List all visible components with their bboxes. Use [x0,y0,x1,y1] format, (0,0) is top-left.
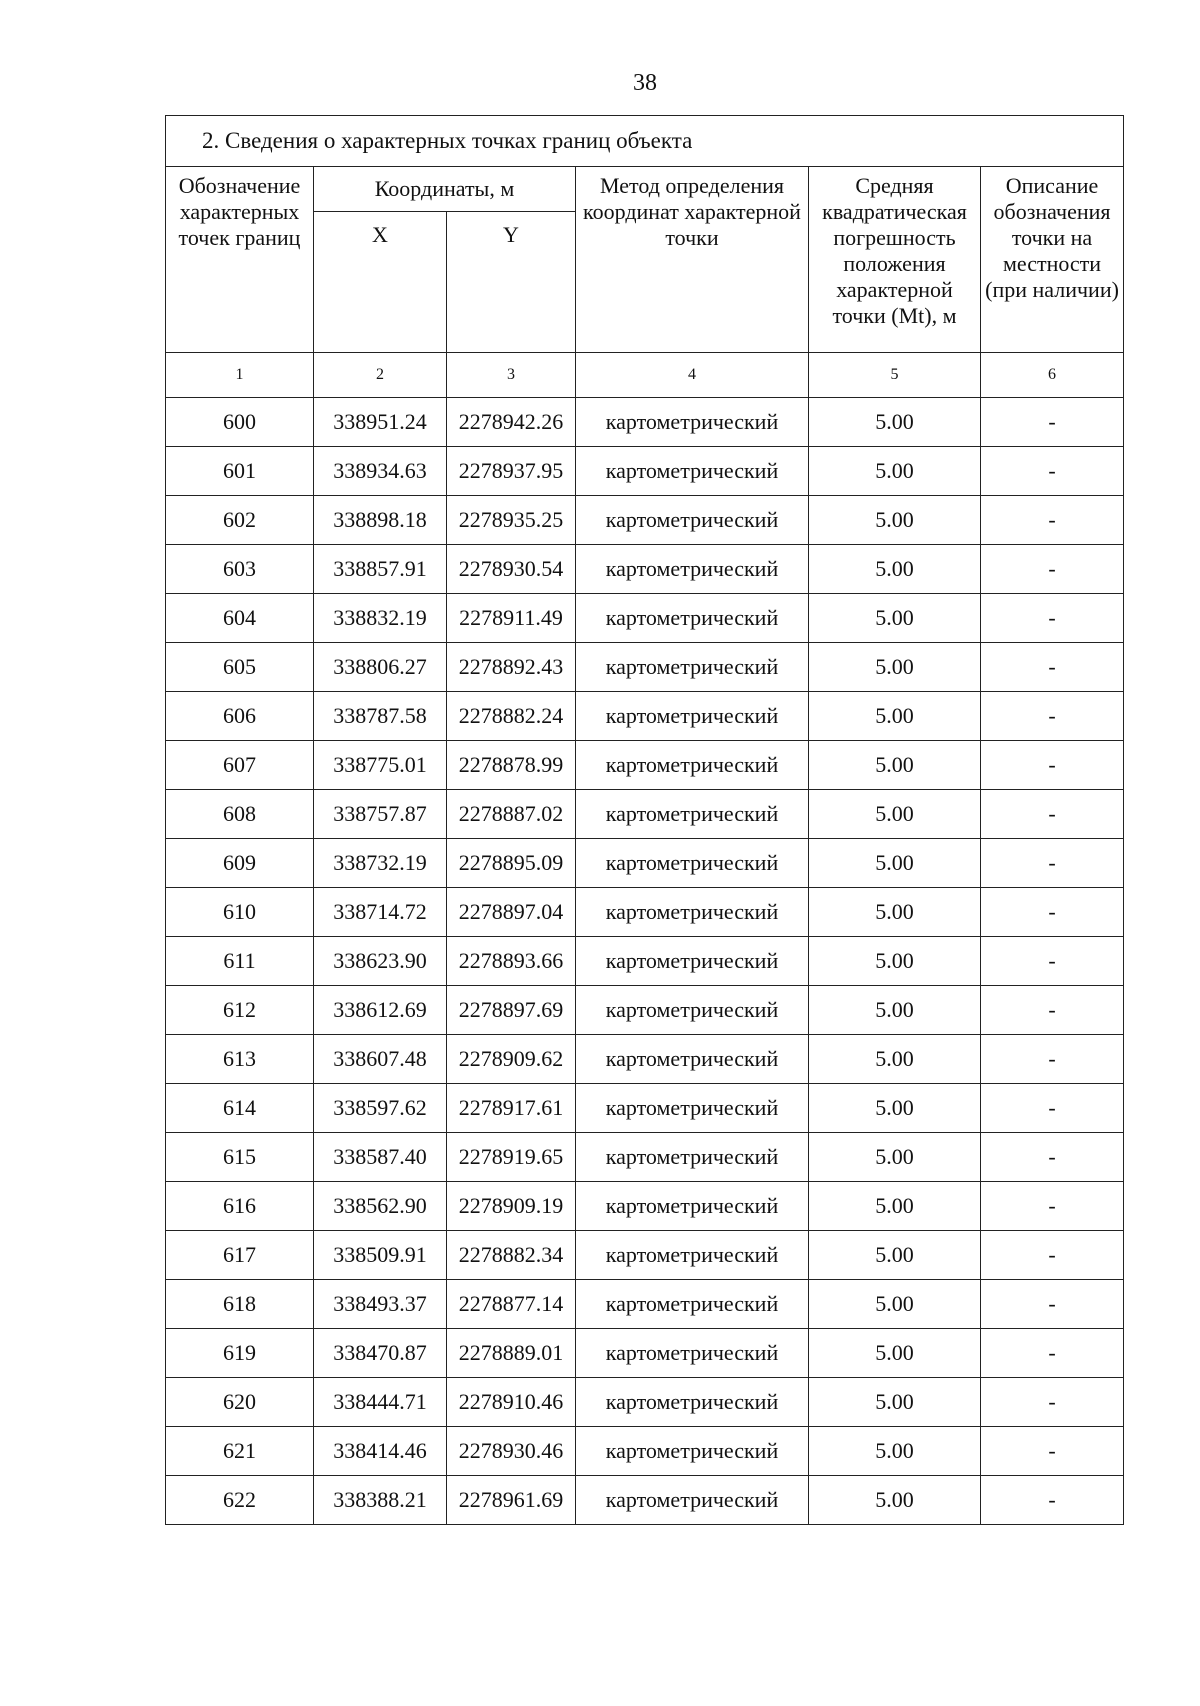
error-cell: 5.00 [809,1427,981,1476]
description-cell: - [981,790,1124,839]
column-number: 5 [809,353,981,398]
error-cell: 5.00 [809,496,981,545]
method-cell: картометрический [576,1231,809,1280]
y-coordinate-cell: 2278935.25 [447,496,576,545]
method-cell: картометрический [576,447,809,496]
table-row [166,1231,1124,1280]
x-coordinate-cell: 338732.19 [314,839,447,888]
error-cell: 5.00 [809,545,981,594]
table-row [166,888,1124,937]
table-row [166,1427,1124,1476]
header-description: Описание обозначения точки на местности (при наличии) [981,167,1124,353]
point-id-cell: 606 [166,692,314,741]
error-cell: 5.00 [809,741,981,790]
point-id-cell: 602 [166,496,314,545]
y-coordinate-cell: 2278893.66 [447,937,576,986]
y-coordinate-cell: 2278909.62 [447,1035,576,1084]
method-cell: картометрический [576,1476,809,1525]
table-row [166,545,1124,594]
error-cell: 5.00 [809,1378,981,1427]
table-row [166,1182,1124,1231]
method-cell: картометрический [576,888,809,937]
x-coordinate-cell: 338787.58 [314,692,447,741]
x-coordinate-cell: 338562.90 [314,1182,447,1231]
point-id-cell: 618 [166,1280,314,1329]
y-coordinate-cell: 2278887.02 [447,790,576,839]
x-coordinate-cell: 338934.63 [314,447,447,496]
table-row [166,1084,1124,1133]
method-cell: картометрический [576,594,809,643]
description-cell: - [981,1231,1124,1280]
boundary-points-table [165,115,1124,1525]
error-cell: 5.00 [809,692,981,741]
method-cell: картометрический [576,937,809,986]
y-coordinate-cell: 2278942.26 [447,398,576,447]
method-cell: картометрический [576,545,809,594]
y-coordinate-cell: 2278917.61 [447,1084,576,1133]
column-number: 6 [981,353,1124,398]
method-cell: картометрический [576,496,809,545]
header-coordinates: Координаты, м [314,167,576,212]
method-cell: картометрический [576,1084,809,1133]
method-cell: картометрический [576,741,809,790]
description-cell: - [981,1133,1124,1182]
error-cell: 5.00 [809,447,981,496]
method-cell: картометрический [576,1035,809,1084]
y-coordinate-cell: 2278895.09 [447,839,576,888]
point-id-cell: 607 [166,741,314,790]
error-cell: 5.00 [809,1035,981,1084]
y-coordinate-cell: 2278930.54 [447,545,576,594]
point-id-cell: 609 [166,839,314,888]
description-cell: - [981,888,1124,937]
description-cell: - [981,1427,1124,1476]
y-coordinate-cell: 2278910.46 [447,1378,576,1427]
table-row [166,1378,1124,1427]
table-row [166,1133,1124,1182]
point-id-cell: 608 [166,790,314,839]
error-cell: 5.00 [809,1329,981,1378]
method-cell: картометрический [576,790,809,839]
point-id-cell: 612 [166,986,314,1035]
y-coordinate-cell: 2278877.14 [447,1280,576,1329]
point-id-cell: 616 [166,1182,314,1231]
column-number: 2 [314,353,447,398]
x-coordinate-cell: 338470.87 [314,1329,447,1378]
description-cell: - [981,398,1124,447]
description-cell: - [981,1084,1124,1133]
description-cell: - [981,1476,1124,1525]
table-row [166,986,1124,1035]
point-id-cell: 620 [166,1378,314,1427]
description-cell: - [981,1378,1124,1427]
y-coordinate-cell: 2278882.24 [447,692,576,741]
description-cell: - [981,692,1124,741]
table-row [166,594,1124,643]
table-row [166,1476,1124,1525]
table-row [166,1035,1124,1084]
method-cell: картометрический [576,1427,809,1476]
error-cell: 5.00 [809,1280,981,1329]
table-row [166,839,1124,888]
point-id-cell: 605 [166,643,314,692]
table-row [166,1280,1124,1329]
y-coordinate-cell: 2278892.43 [447,643,576,692]
description-cell: - [981,594,1124,643]
description-cell: - [981,545,1124,594]
x-coordinate-cell: 338444.71 [314,1378,447,1427]
point-id-cell: 619 [166,1329,314,1378]
error-cell: 5.00 [809,888,981,937]
table-caption: 2. Сведения о характерных точках границ объекта [166,116,1124,167]
description-cell: - [981,643,1124,692]
y-coordinate-cell: 2278961.69 [447,1476,576,1525]
error-cell: 5.00 [809,839,981,888]
table-row [166,496,1124,545]
x-coordinate-cell: 338388.21 [314,1476,447,1525]
description-cell: - [981,1035,1124,1084]
method-cell: картометрический [576,1280,809,1329]
point-id-cell: 603 [166,545,314,594]
table-row [166,790,1124,839]
error-cell: 5.00 [809,1133,981,1182]
table-body [166,398,1124,1525]
point-id-cell: 615 [166,1133,314,1182]
header-designation: Обозначение характерных точек границ [166,167,314,353]
x-coordinate-cell: 338832.19 [314,594,447,643]
y-coordinate-cell: 2278897.04 [447,888,576,937]
x-coordinate-cell: 338493.37 [314,1280,447,1329]
point-id-cell: 610 [166,888,314,937]
error-cell: 5.00 [809,643,981,692]
table-row [166,937,1124,986]
description-cell: - [981,1280,1124,1329]
x-coordinate-cell: 338414.46 [314,1427,447,1476]
point-id-cell: 600 [166,398,314,447]
x-coordinate-cell: 338509.91 [314,1231,447,1280]
y-coordinate-cell: 2278889.01 [447,1329,576,1378]
x-coordinate-cell: 338623.90 [314,937,447,986]
point-id-cell: 614 [166,1084,314,1133]
error-cell: 5.00 [809,1084,981,1133]
y-coordinate-cell: 2278937.95 [447,447,576,496]
method-cell: картометрический [576,1378,809,1427]
y-coordinate-cell: 2278919.65 [447,1133,576,1182]
x-coordinate-cell: 338898.18 [314,496,447,545]
point-id-cell: 613 [166,1035,314,1084]
method-cell: картометрический [576,1182,809,1231]
description-cell: - [981,986,1124,1035]
y-coordinate-cell: 2278882.34 [447,1231,576,1280]
description-cell: - [981,496,1124,545]
point-id-cell: 621 [166,1427,314,1476]
point-id-cell: 611 [166,937,314,986]
x-coordinate-cell: 338806.27 [314,643,447,692]
column-number: 1 [166,353,314,398]
table-row [166,1329,1124,1378]
x-coordinate-cell: 338951.24 [314,398,447,447]
description-cell: - [981,839,1124,888]
table-row [166,643,1124,692]
x-coordinate-cell: 338714.72 [314,888,447,937]
y-coordinate-cell: 2278897.69 [447,986,576,1035]
column-number: 4 [576,353,809,398]
header-error: Средняя квадратическая погрешность положения характерной точки (Mt), м [809,167,981,353]
y-coordinate-cell: 2278878.99 [447,741,576,790]
x-coordinate-cell: 338607.48 [314,1035,447,1084]
x-coordinate-cell: 338857.91 [314,545,447,594]
table-row [166,692,1124,741]
x-coordinate-cell: 338597.62 [314,1084,447,1133]
error-cell: 5.00 [809,594,981,643]
point-id-cell: 604 [166,594,314,643]
header-method: Метод определения координат характерной точки [576,167,809,353]
y-coordinate-cell: 2278930.46 [447,1427,576,1476]
method-cell: картометрический [576,692,809,741]
method-cell: картометрический [576,1329,809,1378]
x-coordinate-cell: 338612.69 [314,986,447,1035]
x-coordinate-cell: 338775.01 [314,741,447,790]
point-id-cell: 601 [166,447,314,496]
method-cell: картометрический [576,839,809,888]
table-row [166,741,1124,790]
description-cell: - [981,1329,1124,1378]
method-cell: картометрический [576,398,809,447]
method-cell: картометрический [576,1133,809,1182]
header-x: X [314,212,447,353]
error-cell: 5.00 [809,398,981,447]
error-cell: 5.00 [809,1182,981,1231]
column-numbers-row [166,353,1124,398]
description-cell: - [981,447,1124,496]
method-cell: картометрический [576,986,809,1035]
point-id-cell: 622 [166,1476,314,1525]
description-cell: - [981,741,1124,790]
y-coordinate-cell: 2278909.19 [447,1182,576,1231]
error-cell: 5.00 [809,937,981,986]
x-coordinate-cell: 338587.40 [314,1133,447,1182]
description-cell: - [981,1182,1124,1231]
column-number: 3 [447,353,576,398]
header-y: Y [447,212,576,353]
y-coordinate-cell: 2278911.49 [447,594,576,643]
table-row [166,398,1124,447]
method-cell: картометрический [576,643,809,692]
table-row [166,447,1124,496]
point-id-cell: 617 [166,1231,314,1280]
description-cell: - [981,937,1124,986]
page-number: 38 [633,70,657,96]
error-cell: 5.00 [809,986,981,1035]
x-coordinate-cell: 338757.87 [314,790,447,839]
error-cell: 5.00 [809,790,981,839]
error-cell: 5.00 [809,1231,981,1280]
error-cell: 5.00 [809,1476,981,1525]
